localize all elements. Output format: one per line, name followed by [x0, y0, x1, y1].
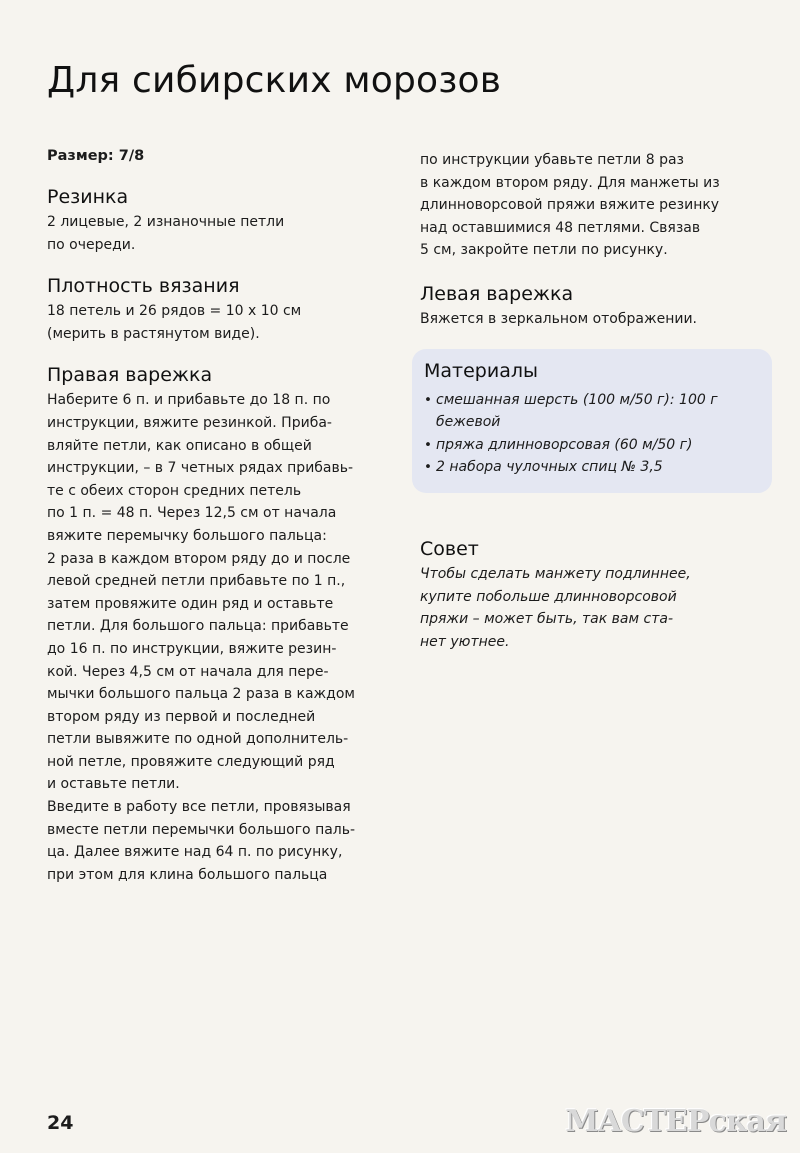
left-column	[47, 145, 397, 904]
section-text: 2 лицевые, 2 изнаночные петли по очереди.	[47, 214, 285, 253]
material-text: смешанная шерсть (100 м/50 г): 100 г бежевой	[436, 391, 718, 431]
section-rib	[47, 185, 397, 256]
section-gauge	[47, 274, 397, 345]
list-item	[424, 456, 760, 479]
material-text: пряжа длинноворсовая (60 м/50 г)	[436, 436, 693, 453]
watermark-logo: МАСТЕРская	[565, 1104, 786, 1139]
materials-heading: Материалы	[424, 359, 538, 382]
section-left-mitten	[420, 282, 772, 331]
list-item	[424, 434, 760, 457]
section-text: 18 петель и 26 рядов = 10 х 10 см (мерить в растянутом виде).	[47, 303, 302, 342]
bullet-icon: •	[424, 391, 432, 408]
section-heading: Левая варежка	[420, 282, 574, 305]
section-text: Наберите 6 п. и прибавьте до 18 п. по инструкции, вяжите резинкой. Приба- вляйте петли, как описано в общей инструкции, – в 7 четных рядах прибавь- те с обеих сторон средних петель по 1 п. = 48 п. Через 12,5 см от начала вяжите перемычку большого пальца: 2 раза в каждом втором ряду до и после левой средней петли прибавьте по 1 п., затем провяжите один ряд и оставьте петли. Для большого пальца: прибавьте до 16 п. по инструкции, вяжите резин- кой. Через 4,5 см от начала для пере- мычки большого пальца 2 раза в каждом втором ряду из первой и последней петли вывяжите по одной дополнитель- ной петле, провяжите следующий ряд и оставьте петли. Введите в работу все петли, провязывая вместе петли перемычки большого паль- ца. Далее вяжите над 64 п. по рисунку, при этом для клина большого пальца	[47, 392, 356, 883]
size-line: Размер: 7/8	[47, 148, 145, 164]
materials-box	[412, 349, 772, 493]
section-tip	[420, 537, 772, 653]
bullet-icon: •	[424, 459, 432, 476]
right-column	[420, 145, 772, 671]
section-text: Вяжется в зеркальном отображении.	[420, 310, 697, 327]
list-item	[424, 389, 760, 434]
materials-list	[424, 389, 760, 479]
page-number: 24	[47, 1112, 74, 1134]
section-heading: Правая варежка	[47, 364, 213, 387]
right-mitten-continuation: по инструкции убавьте петли 8 раз в каждом втором ряду. Для манжеты из длинноворсовой пряжи вяжите резинку над оставшимися 48 петлями. Связав 5 см, закройте петли по рисунку.	[420, 152, 720, 259]
page-title: Для сибирских морозов	[47, 60, 502, 101]
tip-heading: Совет	[420, 537, 479, 560]
material-text: 2 набора чулочных спиц № 3,5	[436, 459, 663, 476]
bullet-icon: •	[424, 436, 432, 453]
section-heading: Плотность вязания	[47, 275, 240, 298]
tip-text: Чтобы сделать манжету подлиннее, купите побольше длинноворсовой пряжи – может быть, так вам ста- нет уютнее.	[420, 565, 691, 650]
section-heading: Резинка	[47, 186, 129, 208]
section-right-mitten	[47, 363, 397, 886]
